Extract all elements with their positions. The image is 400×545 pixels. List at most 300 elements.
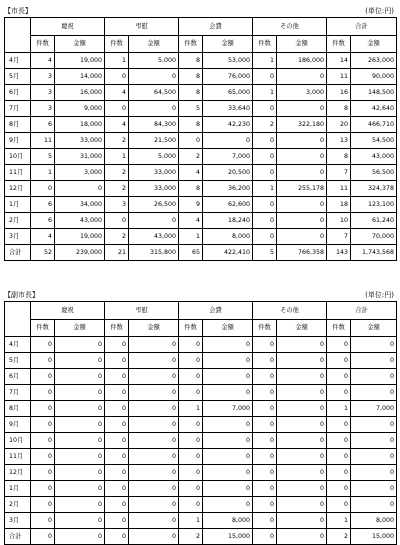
amount-cell: 3,000 [55,165,105,181]
count-cell: 8 [327,101,351,117]
month-label: 4月 [5,53,31,69]
table-row [5,465,397,481]
count-cell: 1 [327,401,351,417]
count-cell: 0 [327,369,351,385]
amount-cell: 0 [129,497,179,513]
amount-cell: 0 [55,337,105,353]
count-cell: 5 [253,245,277,261]
amount-cell: 0 [55,449,105,465]
amount-cell: 0 [129,529,179,545]
count-cell: 0 [179,417,203,433]
month-label: 12月 [5,465,31,481]
month-label: 1月 [5,481,31,497]
count-cell: 6 [31,213,55,229]
month-label: 6月 [5,85,31,101]
amount-cell: 0 [203,449,253,465]
amount-cell: 0 [55,529,105,545]
count-header: 件数 [253,36,277,53]
count-cell: 0 [253,433,277,449]
amount-cell: 9,000 [55,101,105,117]
count-cell: 1 [253,181,277,197]
month-label: 3月 [5,513,31,529]
count-cell: 0 [253,465,277,481]
count-cell: 1 [179,513,203,529]
table-row [5,497,397,513]
mayor-header [4,6,396,17]
count-cell: 5 [31,149,55,165]
amount-cell: 7,000 [203,401,253,417]
count-cell: 2 [253,117,277,133]
amount-cell: 0 [351,465,397,481]
amount-cell: 43,000 [351,149,397,165]
amount-cell: 7,000 [203,149,253,165]
count-cell: 8 [327,149,351,165]
count-cell: 0 [31,481,55,497]
count-header: 件数 [105,36,129,53]
amount-cell: 34,000 [55,197,105,213]
group-header-row [5,302,397,320]
count-cell: 65 [179,245,203,261]
amount-cell: 0 [129,353,179,369]
amount-header: 金額 [277,320,327,337]
amount-cell: 43,000 [129,229,179,245]
amount-cell: 0 [55,401,105,417]
amount-cell: 0 [277,213,327,229]
amount-cell: 255,178 [277,181,327,197]
amount-cell: 42,640 [351,101,397,117]
count-cell: 6 [31,197,55,213]
count-cell: 2 [179,149,203,165]
group-header: 弔慰 [105,302,179,320]
amount-cell: 0 [277,165,327,181]
amount-cell: 65,000 [203,85,253,101]
count-cell: 0 [179,497,203,513]
count-cell: 16 [327,85,351,101]
count-cell: 0 [105,385,129,401]
count-cell: 0 [179,481,203,497]
month-label: 2月 [5,497,31,513]
amount-cell: 186,000 [277,53,327,69]
count-cell: 0 [253,481,277,497]
count-cell: 3 [31,69,55,85]
amount-cell: 56,500 [351,165,397,181]
amount-cell: 422,410 [203,245,253,261]
amount-cell: 5,000 [129,53,179,69]
count-cell: 2 [179,529,203,545]
count-cell: 0 [253,385,277,401]
count-cell: 0 [253,353,277,369]
amount-cell: 0 [277,417,327,433]
month-label: 合計 [5,529,31,545]
count-cell: 0 [327,353,351,369]
month-label: 合計 [5,245,31,261]
amount-cell: 315,800 [129,245,179,261]
amount-cell: 0 [203,481,253,497]
amount-cell: 90,000 [351,69,397,85]
count-cell: 0 [31,433,55,449]
count-cell: 0 [31,417,55,433]
count-cell: 143 [327,245,351,261]
count-cell: 0 [179,465,203,481]
count-cell: 0 [31,529,55,545]
month-label: 10月 [5,149,31,165]
group-header: 会費 [179,18,253,36]
amount-cell: 0 [129,401,179,417]
count-cell: 0 [253,369,277,385]
amount-cell: 0 [203,433,253,449]
amount-header: 金額 [55,320,105,337]
month-label: 7月 [5,101,31,117]
count-cell: 2 [327,529,351,545]
amount-cell: 33,640 [203,101,253,117]
amount-cell: 239,000 [55,245,105,261]
amount-cell: 70,000 [351,229,397,245]
month-label: 7月 [5,385,31,401]
count-cell: 2 [105,165,129,181]
amount-cell: 0 [129,337,179,353]
table-row [5,149,397,165]
amount-cell: 0 [277,433,327,449]
count-cell: 1 [105,53,129,69]
count-cell: 0 [179,433,203,449]
month-label: 9月 [5,133,31,149]
amount-cell: 15,000 [351,529,397,545]
amount-cell: 53,000 [203,53,253,69]
amount-cell: 21,500 [129,133,179,149]
group-header: 合計 [327,302,397,320]
amount-cell: 0 [203,497,253,513]
count-cell: 9 [179,197,203,213]
amount-cell: 33,000 [129,165,179,181]
count-header: 件数 [105,320,129,337]
count-cell: 0 [105,401,129,417]
amount-cell: 0 [277,401,327,417]
count-header: 件数 [31,36,55,53]
amount-cell: 26,500 [129,197,179,213]
amount-cell: 0 [55,481,105,497]
amount-cell: 14,000 [55,69,105,85]
count-cell: 0 [31,497,55,513]
amount-cell: 0 [277,101,327,117]
count-header: 件数 [31,320,55,337]
amount-cell: 0 [277,69,327,85]
table-row [5,245,397,261]
amount-cell: 0 [203,465,253,481]
count-cell: 7 [327,229,351,245]
amount-cell: 8,000 [351,513,397,529]
month-label: 4月 [5,337,31,353]
amount-cell: 123,100 [351,197,397,213]
count-cell: 4 [105,117,129,133]
month-label: 6月 [5,369,31,385]
amount-header: 金額 [351,320,397,337]
amount-cell: 0 [55,417,105,433]
count-cell: 0 [179,337,203,353]
count-cell: 0 [31,369,55,385]
count-cell: 11 [327,181,351,197]
amount-cell: 0 [351,497,397,513]
count-cell: 0 [105,481,129,497]
count-cell: 0 [253,401,277,417]
amount-cell: 0 [129,449,179,465]
count-cell: 13 [327,133,351,149]
amount-cell: 0 [277,513,327,529]
month-label: 10月 [5,433,31,449]
amount-cell: 0 [351,417,397,433]
amount-cell: 54,500 [351,133,397,149]
amount-cell: 0 [129,433,179,449]
table-row [5,417,397,433]
amount-cell: 0 [277,353,327,369]
mayor-table [4,17,397,261]
amount-cell: 766,358 [277,245,327,261]
count-cell: 4 [179,165,203,181]
count-cell: 0 [31,449,55,465]
amount-cell: 31,000 [55,149,105,165]
table-row [5,529,397,545]
amount-cell: 324,378 [351,181,397,197]
month-label: 1月 [5,197,31,213]
count-cell: 1 [105,149,129,165]
table-row [5,433,397,449]
amount-cell: 0 [129,417,179,433]
amount-cell: 1,743,568 [351,245,397,261]
count-cell: 0 [327,465,351,481]
count-cell: 0 [105,449,129,465]
count-cell: 0 [31,513,55,529]
table-row [5,229,397,245]
month-label: 2月 [5,213,31,229]
amount-cell: 0 [129,213,179,229]
amount-cell: 15,000 [203,529,253,545]
group-header: その他 [253,18,327,36]
count-cell: 3 [31,101,55,117]
amount-cell: 0 [351,481,397,497]
amount-cell: 43,000 [55,213,105,229]
amount-cell: 18,240 [203,213,253,229]
month-label: 12月 [5,181,31,197]
month-label: 9月 [5,417,31,433]
count-cell: 0 [31,181,55,197]
month-label: 5月 [5,69,31,85]
amount-cell: 76,000 [203,69,253,85]
month-label: 8月 [5,401,31,417]
count-cell: 21 [105,245,129,261]
count-cell: 0 [327,433,351,449]
table-row [5,401,397,417]
amount-cell: 61,240 [351,213,397,229]
count-cell: 11 [327,69,351,85]
count-cell: 8 [179,85,203,101]
count-cell: 0 [105,337,129,353]
count-cell: 8 [179,69,203,85]
amount-cell: 5,000 [129,149,179,165]
count-cell: 0 [105,69,129,85]
count-cell: 0 [253,213,277,229]
count-cell: 4 [31,229,55,245]
table-row [5,85,397,101]
count-cell: 0 [105,529,129,545]
count-cell: 0 [179,353,203,369]
table-row [5,449,397,465]
amount-cell: 148,500 [351,85,397,101]
amount-cell: 62,600 [203,197,253,213]
count-cell: 0 [31,401,55,417]
month-label: 11月 [5,449,31,465]
count-cell: 0 [253,149,277,165]
deputy-mayor-header [4,290,396,301]
mayor-title: 【市長】 [4,7,32,15]
count-cell: 0 [253,165,277,181]
count-cell: 2 [105,229,129,245]
count-cell: 1 [179,229,203,245]
count-cell: 1 [179,401,203,417]
amount-cell: 3,000 [277,85,327,101]
amount-cell: 0 [129,385,179,401]
amount-cell: 0 [203,133,253,149]
count-cell: 1 [253,85,277,101]
table-row [5,181,397,197]
group-header: その他 [253,302,327,320]
amount-cell: 322,180 [277,117,327,133]
amount-cell: 0 [129,481,179,497]
count-cell: 20 [327,117,351,133]
count-cell: 0 [105,369,129,385]
table-row [5,481,397,497]
amount-cell: 0 [129,69,179,85]
amount-cell: 0 [203,337,253,353]
count-cell: 0 [105,513,129,529]
count-cell: 0 [31,385,55,401]
count-cell: 4 [31,53,55,69]
count-cell: 0 [253,69,277,85]
group-header: 合計 [327,18,397,36]
count-cell: 0 [31,465,55,481]
count-cell: 0 [179,385,203,401]
amount-cell: 0 [203,369,253,385]
deputy-mayor-title: 【副市長】 [4,291,39,299]
mayor-section [4,6,396,261]
amount-cell: 0 [55,513,105,529]
count-cell: 0 [253,529,277,545]
count-cell: 7 [327,165,351,181]
count-header: 件数 [179,320,203,337]
count-cell: 0 [31,353,55,369]
count-cell: 1 [327,513,351,529]
count-cell: 0 [327,449,351,465]
amount-cell: 0 [277,229,327,245]
amount-cell: 42,230 [203,117,253,133]
table-row [5,69,397,85]
count-cell: 0 [327,481,351,497]
table-row [5,133,397,149]
count-cell: 0 [105,433,129,449]
table-row [5,353,397,369]
amount-cell: 0 [55,385,105,401]
count-header: 件数 [253,320,277,337]
mayor-unit-label: (単位:円) [365,7,394,15]
amount-cell: 84,300 [129,117,179,133]
month-label: 8月 [5,117,31,133]
amount-cell: 0 [55,369,105,385]
amount-cell: 0 [55,497,105,513]
amount-cell: 263,000 [351,53,397,69]
corner-cell [5,18,31,53]
count-cell: 0 [253,229,277,245]
deputy-mayor-table [4,301,397,545]
group-header: 慶祝 [31,302,105,320]
count-cell: 4 [179,213,203,229]
month-label: 11月 [5,165,31,181]
amount-cell: 0 [277,497,327,513]
amount-cell: 20,500 [203,165,253,181]
amount-cell: 0 [55,433,105,449]
count-cell: 8 [179,117,203,133]
amount-header: 金額 [351,36,397,53]
amount-cell: 7,000 [351,401,397,417]
count-cell: 0 [105,101,129,117]
count-cell: 2 [105,181,129,197]
amount-cell: 466,710 [351,117,397,133]
count-header: 件数 [327,36,351,53]
amount-cell: 0 [351,449,397,465]
count-cell: 0 [105,417,129,433]
count-cell: 0 [105,465,129,481]
table-row [5,53,397,69]
count-cell: 1 [253,53,277,69]
count-cell: 0 [179,449,203,465]
amount-cell: 0 [277,197,327,213]
count-cell: 0 [31,337,55,353]
amount-cell: 0 [203,353,253,369]
amount-cell: 0 [55,181,105,197]
table-row [5,213,397,229]
amount-cell: 0 [55,465,105,481]
amount-cell: 0 [203,385,253,401]
count-cell: 0 [327,385,351,401]
amount-cell: 0 [351,369,397,385]
amount-cell: 0 [277,481,327,497]
amount-cell: 64,500 [129,85,179,101]
amount-cell: 0 [203,417,253,433]
table-row [5,513,397,529]
month-label: 3月 [5,229,31,245]
table-row [5,337,397,353]
count-cell: 18 [327,197,351,213]
amount-cell: 0 [129,465,179,481]
count-cell: 0 [253,513,277,529]
count-cell: 3 [105,197,129,213]
corner-cell [5,302,31,337]
count-header: 件数 [179,36,203,53]
amount-cell: 36,200 [203,181,253,197]
deputy-mayor-unit-label: (単位:円) [365,291,394,299]
amount-cell: 0 [277,529,327,545]
amount-cell: 0 [277,337,327,353]
count-cell: 1 [31,165,55,181]
count-cell: 0 [179,133,203,149]
group-header: 慶祝 [31,18,105,36]
count-cell: 8 [179,181,203,197]
month-label: 5月 [5,353,31,369]
amount-cell: 0 [277,385,327,401]
table-row [5,117,397,133]
count-cell: 0 [327,337,351,353]
amount-header: 金額 [277,36,327,53]
amount-cell: 0 [277,133,327,149]
count-cell: 0 [327,417,351,433]
amount-cell: 16,000 [55,85,105,101]
